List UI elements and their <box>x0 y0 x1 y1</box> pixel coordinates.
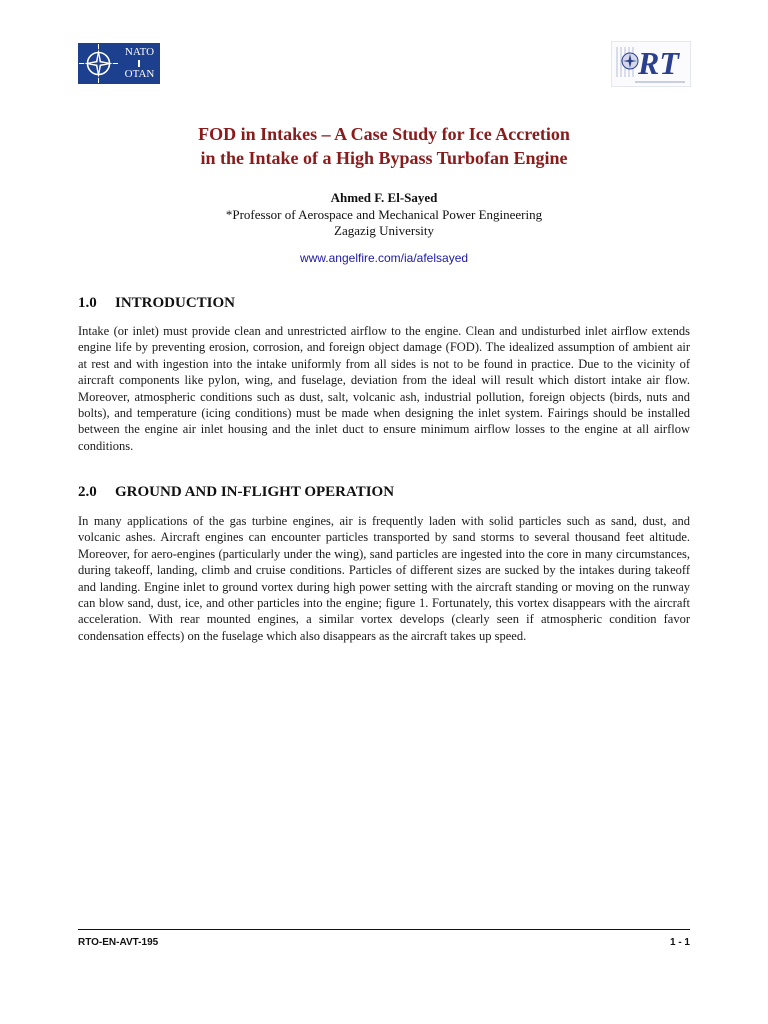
nato-otan-logo <box>78 43 160 84</box>
section-number: 1.0 <box>78 295 97 311</box>
section-number: 2.0 <box>78 484 97 500</box>
section-title: GROUND AND IN-FLIGHT OPERATION <box>115 484 395 500</box>
document-id: RTO-EN-AVT-195 <box>78 937 159 948</box>
page-number: 1 - 1 <box>669 937 690 948</box>
rto-letters: RT <box>638 45 679 81</box>
paper-title-line-2: in the Intake of a High Bypass Turbofan Engine <box>200 148 568 168</box>
ground-operation-paragraph: In many applications of the gas turbine engines, air is frequently laden with solid particles such as sand, dust, and volcanic ashes. Aircraft engines can encounter particles transported by sand storms to several thousand feet altitude. Moreover, for aero-engines (particularly under the wing), sand particles are ingested into the core in many circumstances, during takeoff, landing, climb and cruise conditions. Particles of different sizes are sucked by the intakes during takeoff and landing. Engine inlet to ground vortex during high power setting with the aircraft standing or moving on the runway can blow sand, dust, ice, and other particles into the engine; figure 1. Fortunately, this vortex disappears with the aircraft acceleration. With rear mounted engines, a similar vortex develops (clearly seen if atmospheric condition favor condensation effects) on the fuselage which also disappears as the aircraft takes up speed. <box>78 514 690 643</box>
wordmark-divider <box>138 60 140 67</box>
rto-logo <box>611 41 691 87</box>
nato-word: NATO <box>124 46 155 58</box>
footer-divider <box>78 929 690 930</box>
section-heading-introduction <box>78 294 235 312</box>
section-heading-ground-operation <box>78 483 394 501</box>
section-title: INTRODUCTION <box>115 295 236 311</box>
author-university: Zagazig University <box>334 223 434 238</box>
otan-word: OTAN <box>124 68 155 80</box>
paper-title-line-1: FOD in Intakes – A Case Study for Ice Accretion <box>198 124 570 144</box>
author-website-link[interactable]: www.angelfire.com/ia/afelsayed <box>299 251 469 265</box>
introduction-paragraph: Intake (or inlet) must provide clean and unrestricted airflow to the engine. Clean and undisturbed inlet airflow extends engine life by preventing erosion, corrosion, and foreign object damage (FOD). The idealized assumption of ambient air at rest and with ingestion into the intake uniformly from all sides is not to be found in practice. Due to the vicinity of aircraft components like pylon, wing, and fuselage, deviation from the ideal will result which distort intake air flow. Moreover, atmospheric conditions such as dust, salt, volcanic ash, industrial pollution, foreign objects (birds, nuts and bolts), and temperature (icing conditions) must be made when designing the inlet system. Fairings should be installed between the engine air inlet housing and the inlet duct to ensure minimum airflow losses to the engine at all airflow conditions. <box>78 324 690 453</box>
author-name: Ahmed F. El-Sayed <box>330 190 438 205</box>
nato-otan-wordmark <box>119 43 160 84</box>
nato-star-emblem <box>78 43 119 84</box>
author-affiliation: *Professor of Aerospace and Mechanical Power Engineering <box>225 207 543 222</box>
